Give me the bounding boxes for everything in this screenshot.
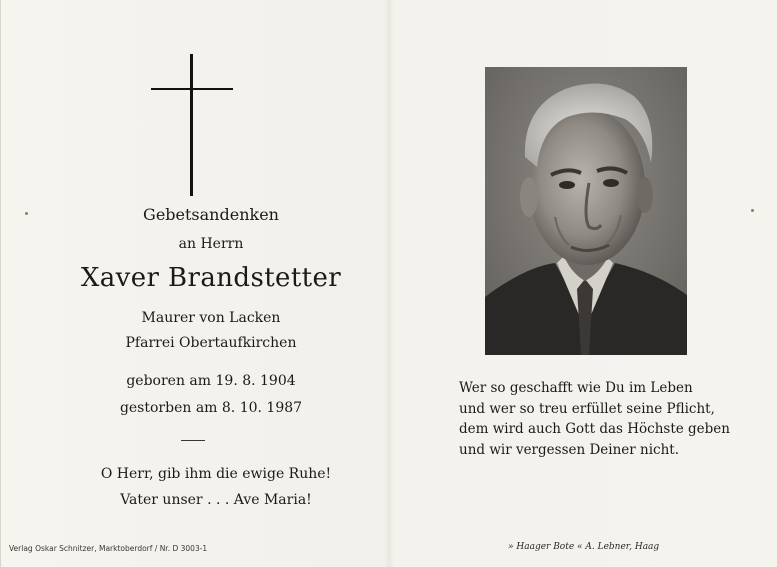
- portrait-photo: [485, 67, 687, 355]
- birth-date: geboren am 19. 8. 1904: [126, 373, 296, 389]
- prayer-line-2: Vater unser . . . Ave Maria!: [120, 492, 312, 508]
- parish: Pfarrei Obertaufkirchen: [125, 335, 297, 351]
- poem-line: dem wird auch Gott das Höchste geben: [459, 421, 730, 437]
- death-date: gestorben am 8. 10. 1987: [119, 400, 303, 416]
- poem-line: und wer so treu erfüllet seine Pflicht,: [459, 400, 715, 417]
- heading: Gebetsandenken: [143, 205, 279, 224]
- cross-icon: [151, 54, 233, 196]
- divider: [181, 440, 205, 441]
- poem: [459, 378, 730, 460]
- publisher-note: Verlag Oskar Schnitzer, Marktoberdorf / Nr. D 3003-1: [9, 544, 208, 553]
- occupation: Maurer von Lacken: [141, 310, 281, 326]
- paper-stain: [25, 212, 28, 215]
- printer-note: » Haager Bote « A. Lebner, Haag: [508, 542, 660, 552]
- prayer-line-1: O Herr, gib ihm die ewige Ruhe!: [100, 466, 332, 482]
- poem-line: Wer so geschafft wie Du im Leben: [459, 380, 693, 396]
- paper-stain: [751, 209, 754, 212]
- deceased-name: Xaver Brandstetter: [80, 263, 342, 293]
- to-line: an Herrn: [178, 236, 244, 252]
- poem-line: und wir vergessen Deiner nicht.: [459, 441, 680, 458]
